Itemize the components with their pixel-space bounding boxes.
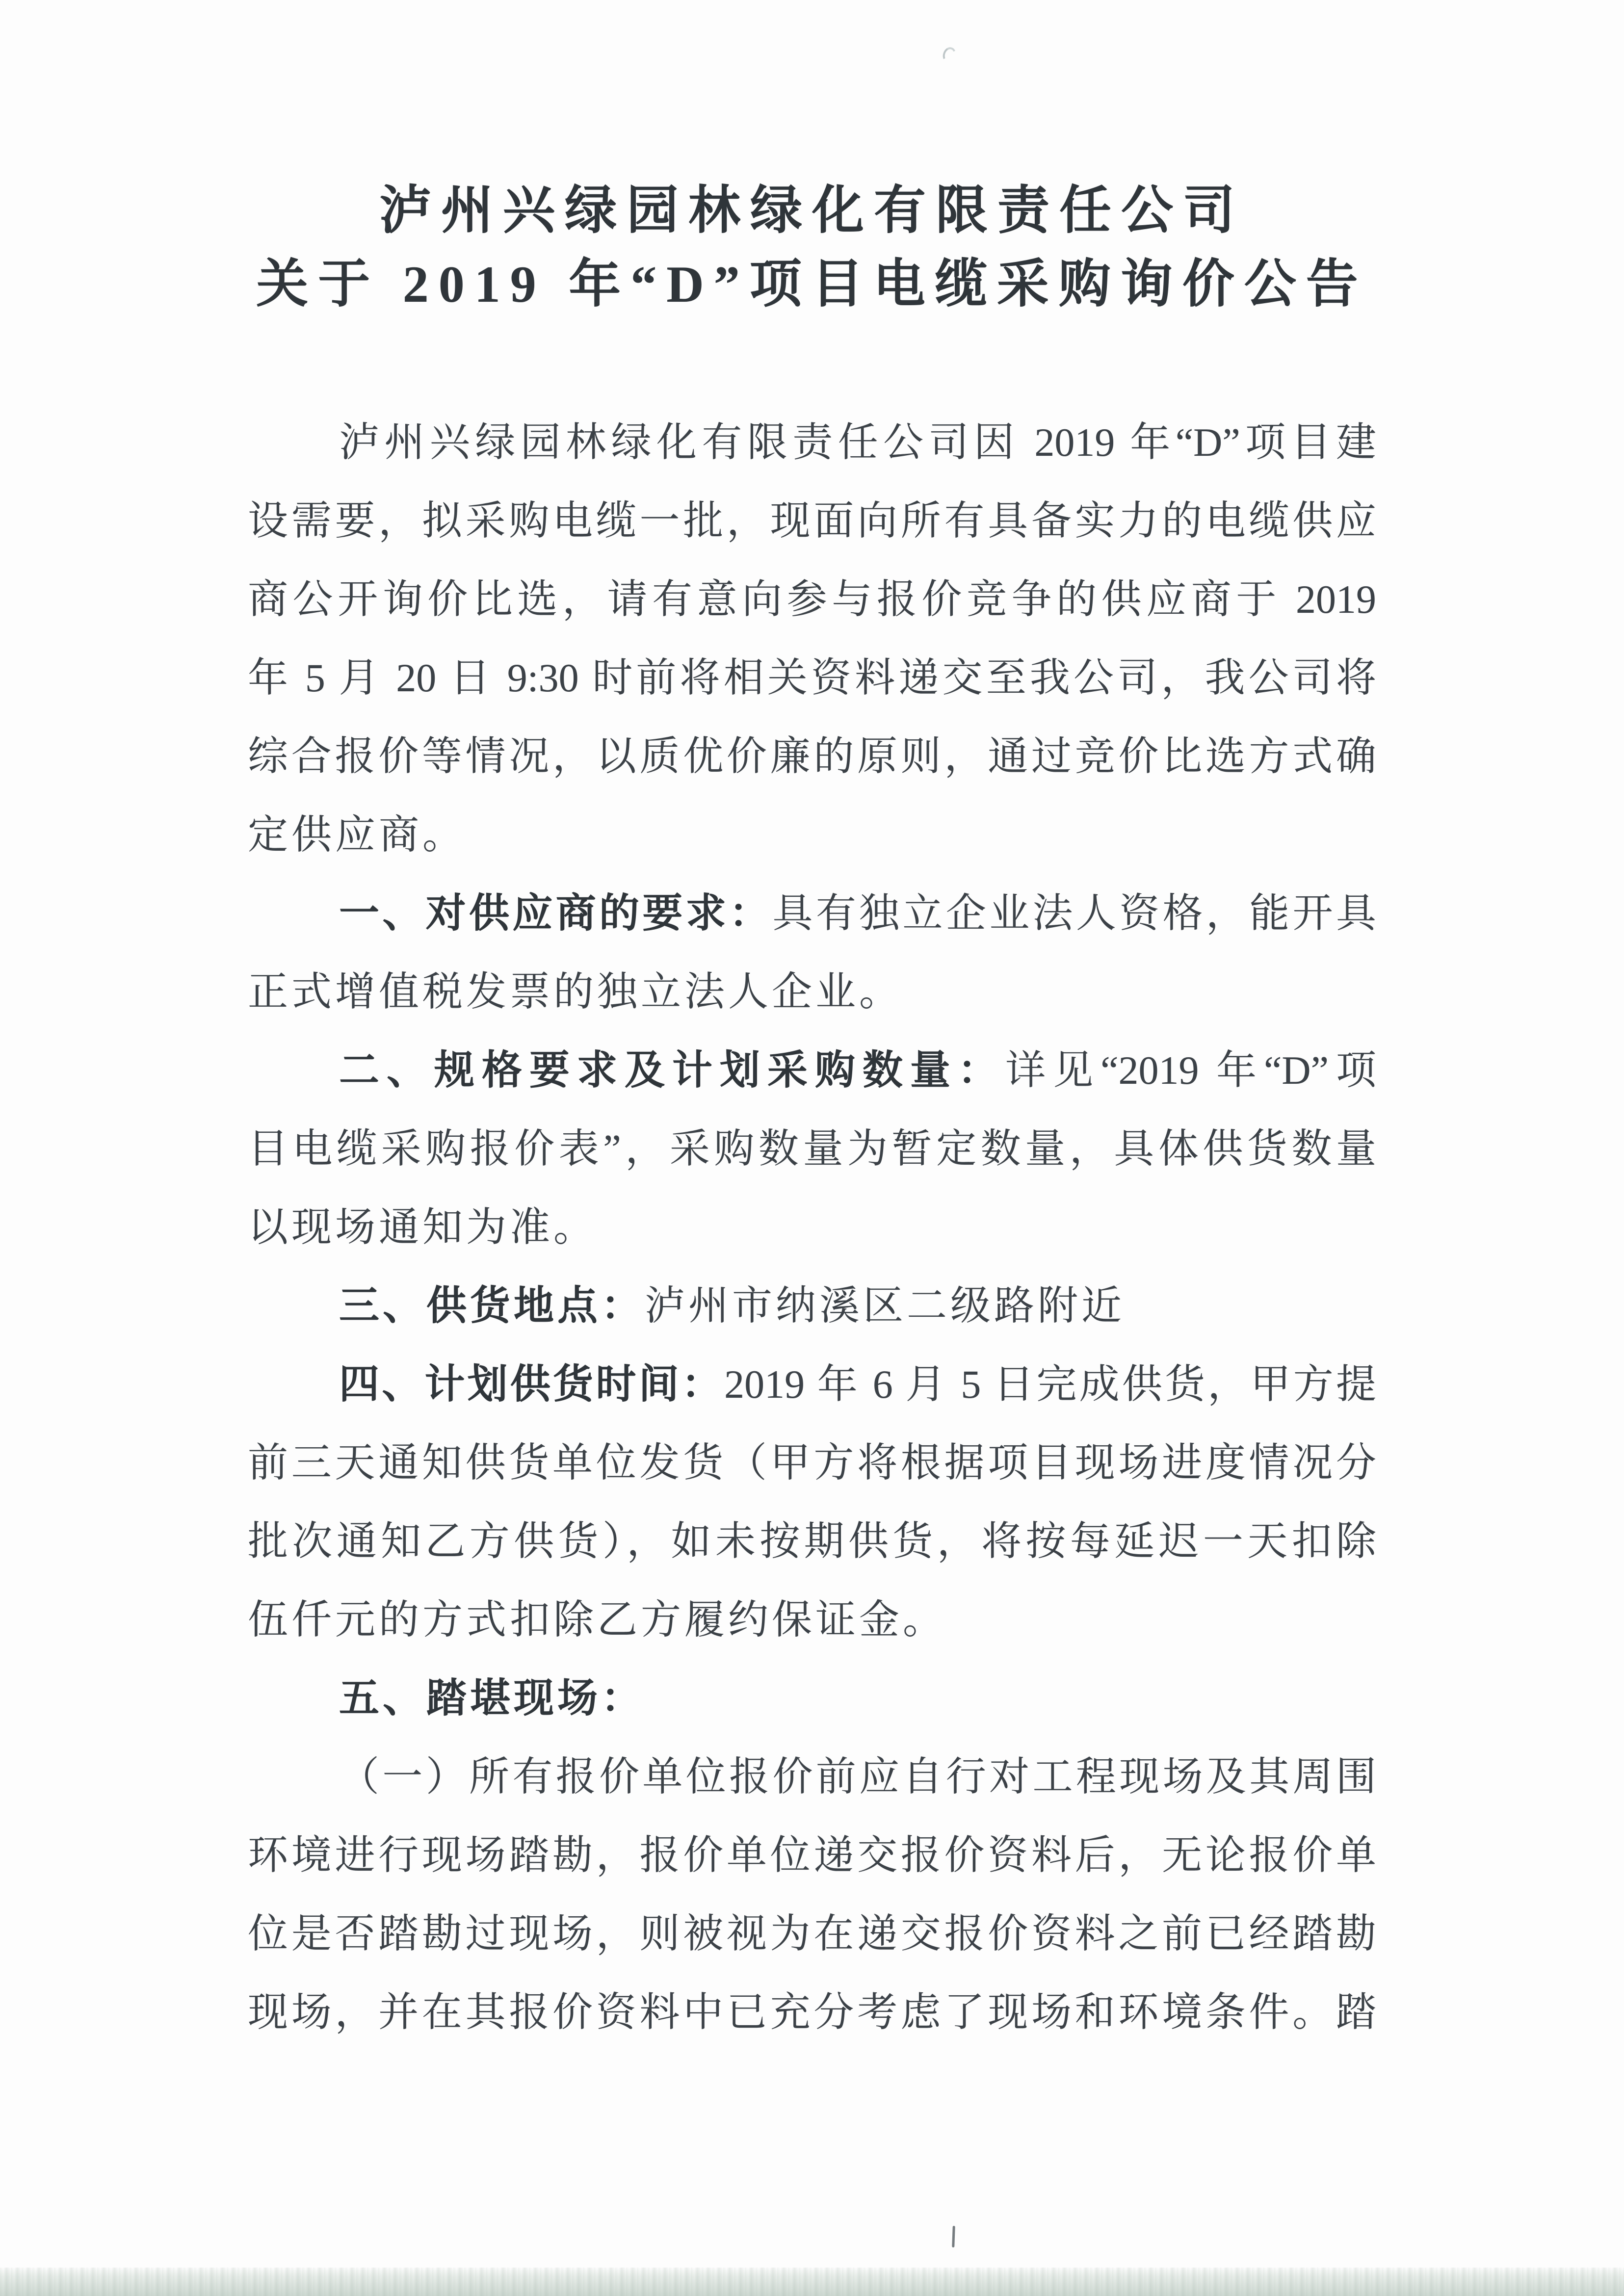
document-title xyxy=(0,174,1624,321)
body-line xyxy=(248,1738,1376,1816)
body-text: 商公开询价比选，请有意向参与报价竞争的供应商于 2019 xyxy=(248,577,1376,622)
section-label: 二、规格要求及计划采购数量： xyxy=(339,1048,1006,1093)
title-line-company: 泸州兴绿园林绿化有限责任公司 xyxy=(379,182,1245,239)
body-text: 正式增值税发票的独立法人企业。 xyxy=(248,969,903,1014)
body-line xyxy=(248,639,1376,717)
body-line-section-1 xyxy=(248,874,1376,953)
body-line xyxy=(248,1188,1376,1267)
body-text: 泸州市纳溪区二级路附近 xyxy=(645,1283,1126,1328)
body-line xyxy=(248,1895,1376,1973)
body-line xyxy=(248,403,1376,482)
body-line xyxy=(248,1424,1376,1502)
body-text: 定供应商。 xyxy=(248,812,467,857)
body-text: 设需要，拟采购电缆一批，现面向所有具备实力的电缆供应 xyxy=(248,498,1376,543)
body-text: 现场，并在其报价资料中已充分考虑了现场和环境条件。踏 xyxy=(248,1990,1376,2035)
body-line-section-3 xyxy=(248,1267,1376,1345)
body-line xyxy=(248,796,1376,874)
body-text: 泸州兴绿园林绿化有限责任公司因 2019 年“D”项目建 xyxy=(339,420,1376,465)
section-label: 四、计划供货时间： xyxy=(339,1362,725,1407)
scan-speck-bottom xyxy=(952,2226,955,2247)
body-line-section-2 xyxy=(248,1031,1376,1110)
section-label: 五、踏堪现场： xyxy=(339,1676,645,1721)
document-body xyxy=(248,403,1376,2052)
body-text: 伍仟元的方式扣除乙方履约保证金。 xyxy=(248,1597,947,1642)
body-line xyxy=(248,1973,1376,2052)
body-line-section-5 xyxy=(248,1659,1376,1738)
body-line-section-4 xyxy=(248,1345,1376,1424)
body-text: 综合报价等情况，以质优价廉的原则，通过竞价比选方式确 xyxy=(248,734,1376,779)
body-text: 前三天通知供货单位发货（甲方将根据项目现场进度情况分 xyxy=(248,1440,1376,1485)
body-line xyxy=(248,482,1376,560)
body-line xyxy=(248,717,1376,796)
body-line xyxy=(248,1581,1376,1659)
body-text: 详见“2019 年“D”项 xyxy=(1005,1048,1376,1093)
body-text: （一）所有报价单位报价前应自行对工程现场及其周围 xyxy=(339,1754,1376,1799)
body-text: 具有独立企业法人资格，能开具 xyxy=(772,891,1376,936)
body-line xyxy=(248,1502,1376,1581)
scan-bottom-edge xyxy=(0,2268,1624,2296)
body-text: 年 5 月 20 日 9:30 时前将相关资料递交至我公司，我公司将 xyxy=(248,655,1376,700)
body-text: 位是否踏勘过现场，则被视为在递交报价资料之前已经踏勘 xyxy=(248,1911,1376,1956)
body-text: 环境进行现场踏勘，报价单位递交报价资料后，无论报价单 xyxy=(248,1833,1376,1878)
section-label: 三、供货地点： xyxy=(339,1283,645,1328)
body-line xyxy=(248,1110,1376,1188)
scan-speck-top xyxy=(941,46,958,64)
title-line-subject: 关于 2019 年“D”项目电缆采购询价公告 xyxy=(256,256,1368,313)
body-text: 目电缆采购报价表”，采购数量为暂定数量，具体供货数量 xyxy=(248,1126,1376,1171)
body-text: 2019 年 6 月 5 日完成供货，甲方提 xyxy=(724,1362,1376,1407)
body-line xyxy=(248,1816,1376,1895)
body-text: 批次通知乙方供货），如未按期供货，将按每延迟一天扣除 xyxy=(248,1519,1376,1564)
section-label: 一、对供应商的要求： xyxy=(339,891,773,936)
body-line xyxy=(248,560,1376,639)
body-text: 以现场通知为准。 xyxy=(248,1205,598,1250)
body-line xyxy=(248,953,1376,1031)
